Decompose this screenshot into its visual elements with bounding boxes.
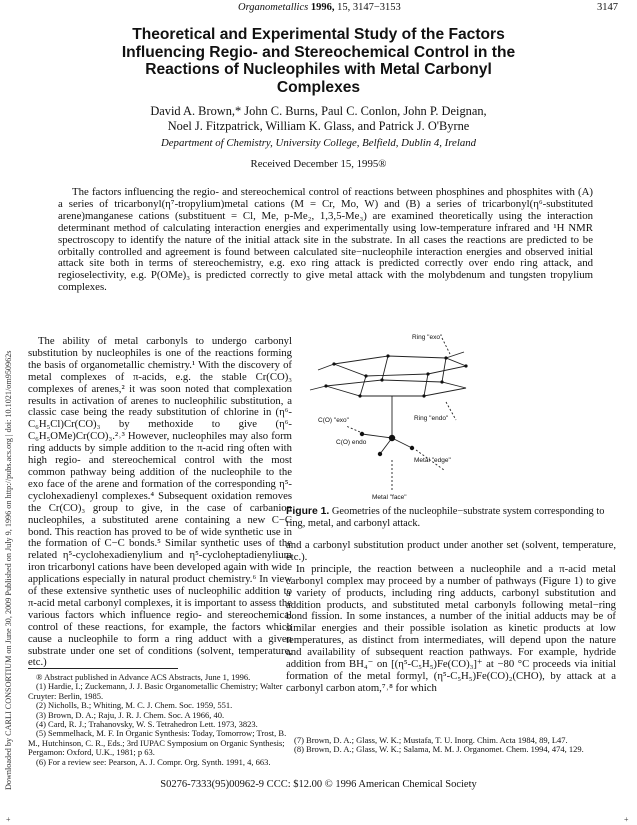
abstract: The factors influencing the regio- and stereochemical control of reactions between phosphines and phosphites with (A) a series of tricarbonyl(η⁷-tropylium)metal cations (M = Cr, Mo, W) and (B) a series of tricarbonyl(η⁶-substituted arene)manganese cations (substituent = Cl, Me, p-Me₂, 1,3,5-Me₃) are examined theoretically using the interaction determinant method of calculating interaction energies and experimentally using low-temperature infrared and ¹H NMR spectroscopy to identify the nature of the initial attack site in the substrate. In all cases the reactions are predicted to be orbitally controlled and agreement is found between calculated site−nucleophile interaction energies and observed initial attack site both in terms of stereochemistry, e.g. exo ring attack is predicted correctly over endo ring attack, and regioselectivity, e.g. P(OMe)₃ is predicted correctly to give metal attack with the molybdenum and tungsten tropylium complexes. xyxy=(58,186,593,294)
metal-atom xyxy=(389,435,395,441)
label-co-endo: C(O) endo xyxy=(336,439,367,446)
footnote: ® Abstract published in Advance ACS Abstracts, June 1, 1996. xyxy=(36,672,251,682)
body-left-column xyxy=(28,336,292,669)
copyright-footer: S0276-7333(95)00962-9 CCC: $12.00 © 1996 American Chemical Society xyxy=(160,779,477,790)
title-line: Theoretical and Experimental Study of the Factors xyxy=(132,26,505,43)
footnote: (3) Brown, D. A.; Raju, J. R. J. Chem. Soc. A 1966, 40. xyxy=(36,709,225,720)
continuation-paragraph: and a carbonyl substitution product under another set (solvent, temperature, etc.). xyxy=(286,539,616,563)
article-title xyxy=(40,26,597,96)
label-metal-edge: Metal "edge" xyxy=(414,457,451,464)
title-line: Reactions of Nucleophiles with Metal Carbonyl xyxy=(145,61,492,79)
intro-paragraph: The ability of metal carbonyls to undergo carbonyl substitution by nucleophiles is one of the reactions forming the basis of organometallic chemistry.¹ With the discovery of metal complexes of π-acids, e.g. the stable Cr(CO)₃ complexes of arenes,² it was soon noted that complexation results in activation of arenes to nucleophilic substitution, a classic case being the ready substitution of chlorine in (η⁶-C₆H₅Cl)Cr(CO)₃ by methoxide to give (η⁶-C₆H₅OMe)Cr(CO)₃.²˒³ However, nucleophiles may also form ring adducts by simple addition to the π-acid ring often with high regio- and stereochemical control with the most common pathway being addition of the nucleophile to the exo face of the arene and formation of the corresponding η⁵-cyclohexadienyl complexes.⁴ Subsequent oxidation removes the Cr(CO)₃ group to give, in the case of carbanion nucleophiles, a substituted arene containing a new C−C bond. This reaction has proved to be of wide synthetic use in the formation of C−C bonds.⁵ Similar synthetic uses of the related η⁵-cyclohexadienylium and η⁵-cycloheptadienylium iron tricarbonyl cations have been developed again with wide applications especially in natural product chemistry.⁶ In view of these extensive synthetic uses of nucleophilic addition to π-acid metal carbonyl complexes, it is important to assess the various factors which influence regio- and stereochemical control of these reactions, for example, the factors which cause a nucleophile to form a ring adduct with a given substrate under one set of conditions (solvent, temperature, etc.) xyxy=(28,335,292,669)
running-header xyxy=(238,2,401,13)
label-ring-endo: Ring "endo" xyxy=(414,415,449,422)
footnote: (5) Semmelhack, M. F. In Organic Synthesis: Today, Tomorrow; Trost, B. M., Hutchinson, C. R., Eds.; 3rd IUPAC Symposium on Organic Synthesis; Pergamon: Oxford, U.K., 1981; p 63. xyxy=(28,728,287,758)
footnotes-left xyxy=(28,673,292,767)
download-side-note: Downloaded by CARLI CONSORTIUM on June 30, 2009 Published on July 9, 1996 on http://pubs.acs.org | doi: 10.1021/om950962s xyxy=(4,350,13,790)
footnote: (8) Brown, D. A.; Glass, W. K.; Salama, M. M. J. Organomet. Chem. 1994, 474, 129. xyxy=(294,744,584,755)
journal-name: Organometallics xyxy=(238,2,311,13)
label-metal-face: Metal "face" xyxy=(372,494,407,501)
footnote: (6) For a review see: Pearson, A. J. Compr. Org. Synth. 1991, 4, 663. xyxy=(36,756,271,767)
crop-mark: + xyxy=(6,815,11,824)
author-list xyxy=(40,104,597,134)
page-number: 3147 xyxy=(597,2,618,13)
journal-year: 1996, xyxy=(310,2,335,13)
received-date: Received December 15, 1995® xyxy=(250,158,387,170)
title-line: Influencing Regio- and Stereochemical Control in the xyxy=(121,43,516,61)
title-line: Complexes xyxy=(276,78,361,96)
figure-caption-label: Figure 1. xyxy=(286,506,330,517)
footnotes-right xyxy=(286,736,616,755)
footnote-rule-left xyxy=(28,668,178,669)
crop-mark: + xyxy=(624,815,629,824)
footnote: (1) Hardie, I.; Zuckemann, J. J. Basic Organometallic Chemistry; Walter Cruyter: Berlin, 1985. xyxy=(28,681,283,701)
author-line: Noel J. Fitzpatrick, William K. Glass, and Patrick J. O'Byrne xyxy=(167,119,470,133)
figure-1-caption xyxy=(286,506,616,530)
label-ring-exo: Ring "exo" xyxy=(412,334,443,341)
affiliation: Department of Chemistry, University College, Belfield, Dublin 4, Ireland xyxy=(160,137,477,149)
figure-1-diagram xyxy=(296,330,616,502)
footnote: (4) Card, R. J.; Trahanovsky, W. S. Tetrahedron Lett. 1973, 3823. xyxy=(36,719,258,730)
footnote: (7) Brown, D. A.; Glass, W. K.; Mustafa, T. U. Inorg. Chim. Acta 1984, 89, L47. xyxy=(294,735,568,745)
author-line: David A. Brown,* John C. Burns, Paul C. Conlon, John P. Deignan, xyxy=(150,104,487,118)
body-right-column xyxy=(286,540,616,695)
volume-pages: 15, 3147−3153 xyxy=(334,2,401,13)
label-co-exo: C(O) "exo" xyxy=(318,417,349,424)
lower-ring xyxy=(326,380,466,396)
pathways-paragraph: In principle, the reaction between a nucleophile and a π-acid metal carbonyl complex may proceed by a number of pathways (Figure 1) to give a variety of products, including ring adducts, carbonyl substitution and addition products, and substituted metal carbonyls following metal−ring bond fission. In some instances, a number of the initial adducts may be of similar energies and their possible isolation as kinetic products at low temperatures, as distinct from intermediates, will depend upon the nature and availability of subsequent reaction pathways. For example, hydride addition from BH₄⁻ on [(η⁵-C₅H₅)Fe(CO)₃]⁺ at −80 °C proceeds via initial formation of the metal formyl, (η⁵-C₅H₅)Fe(CO)₂(CHO), by attack at a carbonyl carbon atom,⁷˒⁸ for which xyxy=(286,562,616,694)
figure-1 xyxy=(296,330,616,502)
figure-caption-text: Geometries of the nucleophile−substrate system corresponding to ring, metal, and carbonyl attack. xyxy=(286,506,605,529)
footnote: (2) Nicholls, B.; Whiting, M. C. J. Chem. Soc. 1959, 551. xyxy=(36,700,233,711)
